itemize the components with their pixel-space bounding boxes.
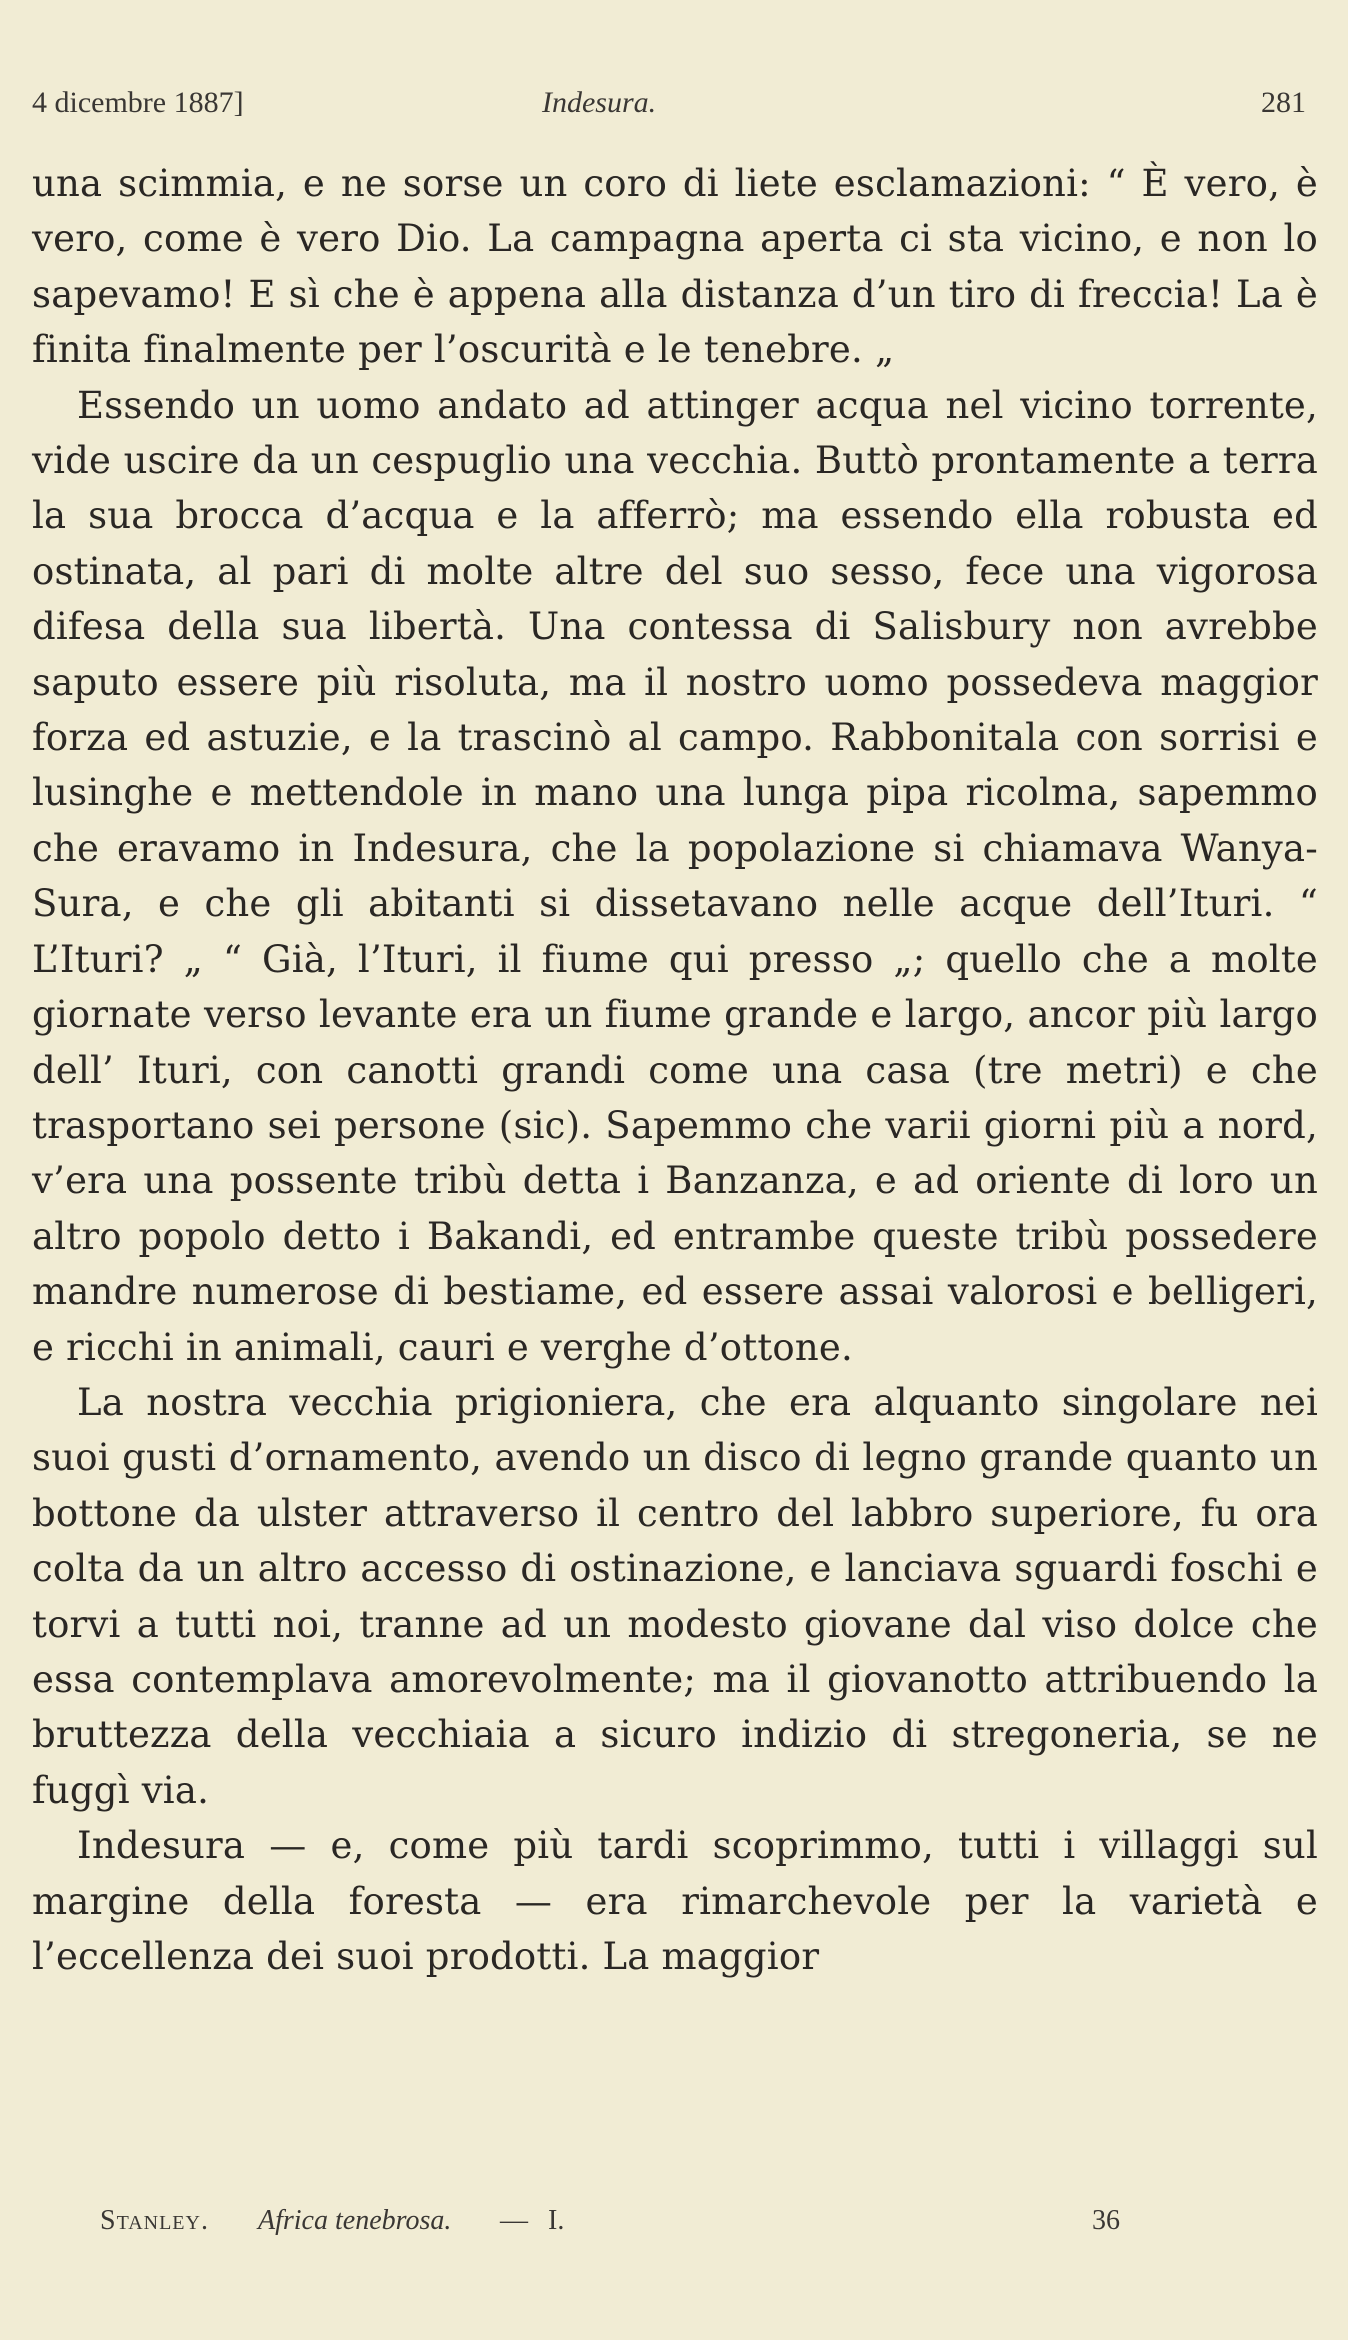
- footer-book-title: Africa tenebrosa.: [258, 2205, 452, 2236]
- paragraph-3: La nostra vecchia prigioniera, che era alquanto singolare nei suoi gusti d’ornamento, avendo un disco di legno grande quanto un bottone da ulster attraverso il centro del labbro superiore, fu ora colta da un altro accesso di ostinazione, e lanciava sguardi foschi e torvi a tutti noi, tranne ad un modesto giovane dal viso dolce che essa contemplava amorevolmente; ma il giovanotto attribuendo la bruttezza della vecchiaia a sicuro indizio di stregoneria, se ne fuggì via.: [32, 1380, 1318, 1812]
- header-title: Indesura.: [542, 86, 657, 119]
- header-date: 4 dicembre 1887]: [32, 86, 244, 119]
- paragraph-2: Essendo un uomo andato ad attinger acqua nel vicino torrente, vide uscire da un cespuglio una vecchia. Buttò prontamente a terra la sua brocca d’acqua e la afferrò; ma essendo ella robusta ed ostinata, al pari di molte altre del suo sesso, fece una vigorosa difesa della sua libertà. Una contessa di Salisbury non avrebbe saputo essere più risoluta, ma il nostro uomo possedeva maggior forza ed astuzie, e la trascinò al campo. Rabbonitala con sorrisi e lusinghe e mettendole in mano una lunga pipa ricolma, sapemmo che eravamo in Indesura, che la popolazione si chiamava Wanya-Sura, e che gli abitanti si dissetavano nelle acque dell’Ituri. “ L’Ituri? „ “ Già, l’Ituri, il fiume qui presso „; quello che a molte giornate verso levante era un fiume grande e largo, ancor più largo dell’ Ituri, con canotti grandi come una casa (tre metri) e che trasportano sei persone (sic). Sapemmo che varii giorni più a nord, v’era una possente tribù detta i Banzanza, e ad oriente di loro un altro popolo detto i Bakandi, ed entrambe queste tribù possedere mandre numerose di bestiame, ed essere assai valorosi e belligeri, e ricchi in animali, cauri e verghe d’ottone.: [32, 383, 1318, 1369]
- footer-volume: I.: [548, 2205, 565, 2236]
- running-header: [32, 86, 1318, 142]
- page-number: 281: [1261, 86, 1306, 119]
- page-footer: [100, 2205, 1120, 2245]
- footer-author: Stanley.: [100, 2205, 209, 2236]
- body-text: [32, 156, 1318, 1984]
- paragraph-4: Indesura — e, come più tardi scoprimmo, tutti i villaggi sul margine della foresta — era rimarchevole per la varietà e l’eccellenza dei suoi prodotti. La maggior: [32, 1824, 1318, 1978]
- footer-signature: 36: [1092, 2205, 1120, 2236]
- footer-separator: —: [500, 2205, 528, 2236]
- paragraph-1: una scimmia, e ne sorse un coro di liete esclamazioni: “ È vero, è vero, come è vero Dio. La campagna aperta ci sta vicino, e non lo sapevamo! E sì che è appena alla distanza d’un tiro di freccia! La è finita finalmente per l’oscurità e le tenebre. „: [32, 162, 1318, 372]
